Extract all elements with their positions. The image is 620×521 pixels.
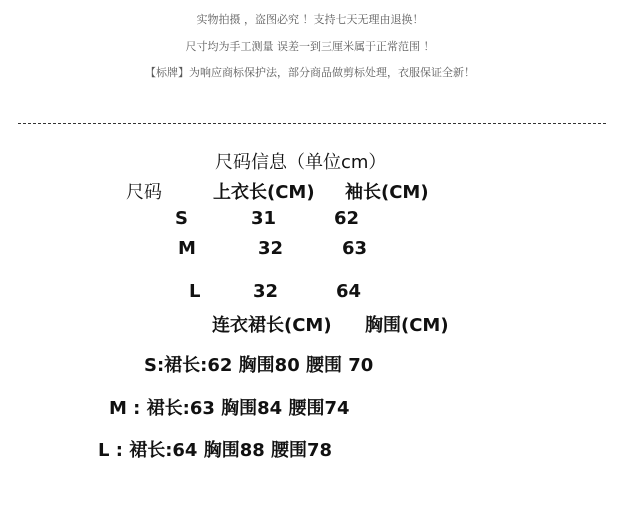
- notice-label: 【标牌】为响应商标保护法，部分商品做剪标处理，衣服保证全新！: [145, 66, 475, 79]
- header-top-length: 上衣长(CM): [213, 182, 315, 203]
- row-m-length: 32: [258, 238, 284, 259]
- dress-row-l: L : 裙长:64 胸围88 腰围78: [98, 440, 333, 461]
- row-l-sleeve: 64: [336, 281, 362, 302]
- dashed-divider: [18, 123, 606, 124]
- dress-row-m: M : 裙长:63 胸围84 腰围74: [109, 398, 350, 419]
- header-sleeve: 袖长(CM): [345, 182, 429, 203]
- notice-photo: 实物拍摄 ，盗图必究 ！支持七天无理由退换！: [196, 13, 424, 26]
- header-dress-length: 连衣裙长(CM): [212, 315, 332, 336]
- row-l-length: 32: [253, 281, 279, 302]
- header-bust: 胸围(CM): [365, 315, 449, 336]
- row-s-size: S: [175, 208, 188, 229]
- header-size: 尺码: [126, 182, 162, 203]
- row-s-length: 31: [251, 208, 277, 229]
- row-m-size: M: [178, 238, 196, 259]
- size-info-title: 尺码信息（单位cm）: [215, 152, 387, 173]
- row-s-sleeve: 62: [334, 208, 360, 229]
- dress-row-s: S:裙长:62 胸围80 腰围 70: [144, 355, 374, 376]
- notice-measurement: 尺寸均为手工测量 误差一到三厘米属于正常范围 ！: [185, 40, 435, 53]
- row-l-size: L: [189, 281, 201, 302]
- row-m-sleeve: 63: [342, 238, 368, 259]
